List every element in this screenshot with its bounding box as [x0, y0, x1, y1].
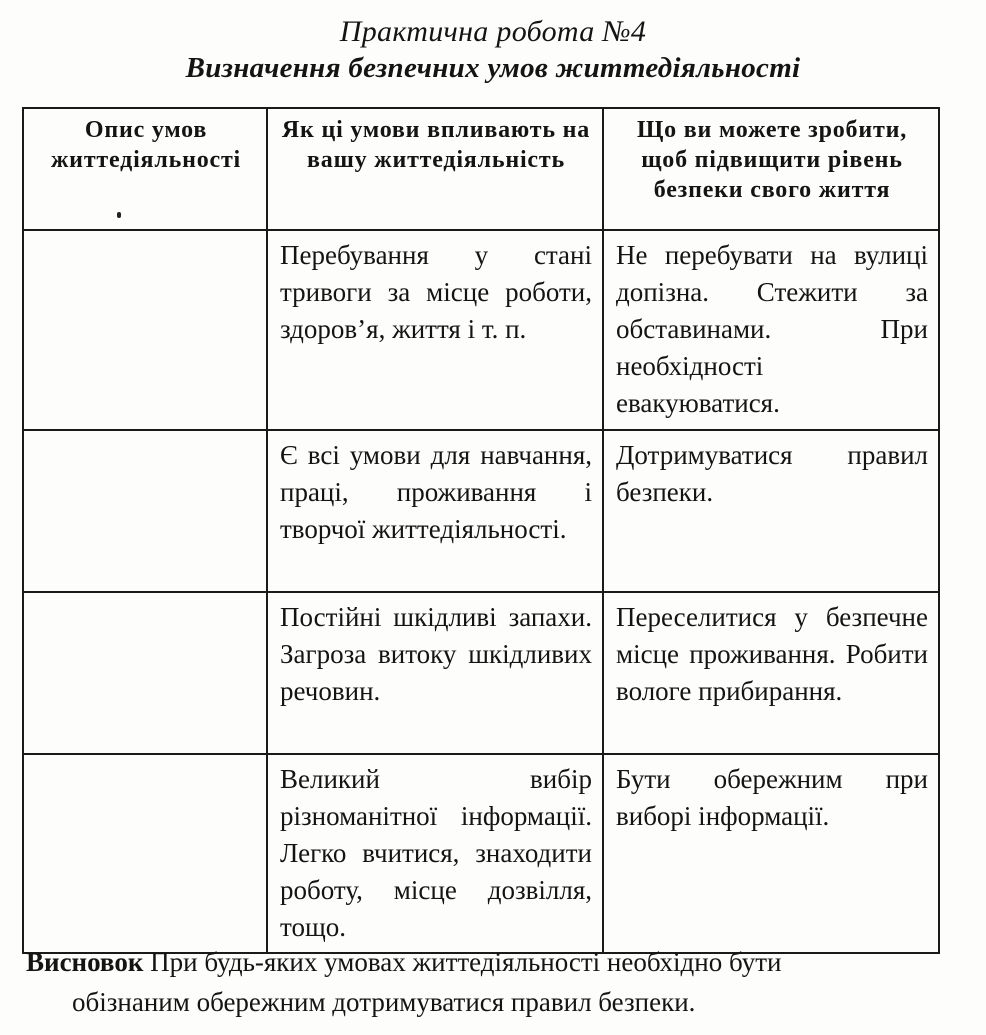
table-header-row [23, 108, 939, 230]
header-description: Опис умов життедіяльності [23, 108, 267, 230]
header-action: Що ви можете зробити, щоб підвищити рівень безпеки свого життя [603, 108, 939, 230]
cell-description [23, 592, 267, 754]
conclusion [26, 942, 946, 1022]
cell-impact: Постійні шкідливі запахи. Загроза витоку шкідливих речовин. [267, 592, 603, 754]
table-row [23, 754, 939, 953]
cell-action: Дотримуватися правил безпеки. [603, 430, 939, 592]
conditions-table [22, 107, 940, 954]
table-row [23, 230, 939, 430]
conclusion-text-2: обізнаним обережним дотримуватися правил безпеки. [72, 987, 696, 1017]
table-row [23, 430, 939, 592]
cell-description [23, 230, 267, 430]
cell-action: Не перебувати на вулиці допізна. Стежити за обставинами. При необхідності евакуюватися. [603, 230, 939, 430]
page-title: Практична робота №4 [339, 15, 647, 48]
cell-impact: Великий вибір різноманітної інформації. Легко вчитися, знаходити роботу, місце дозвілля, тощо. [267, 754, 603, 953]
conclusion-label: Висновок [26, 947, 144, 977]
title-block [0, 14, 986, 86]
cell-description [23, 754, 267, 953]
table-row [23, 592, 939, 754]
cell-impact: Перебування у стані тривоги за місце роботи, здоров’я, життя і т. п. [267, 230, 603, 430]
page-subtitle: Визначення безпечних умов життедіяльності [185, 52, 801, 84]
header-impact: Як ці умови впливають на вашу життедіяльність [267, 108, 603, 230]
conclusion-text-1: При будь-яких умовах життедіяльності необхідно бути [150, 947, 782, 977]
cell-action: Переселитися у безпечне місце проживання. Робити вологе прибирання. [603, 592, 939, 754]
cell-impact: Є всі умови для навчання, праці, проживання і творчої життедіяльності. [267, 430, 603, 592]
ink-dot [117, 212, 121, 218]
conclusion-line-1 [26, 942, 946, 982]
cell-description [23, 430, 267, 592]
cell-action: Бути обережним при виборі інформації. [603, 754, 939, 953]
